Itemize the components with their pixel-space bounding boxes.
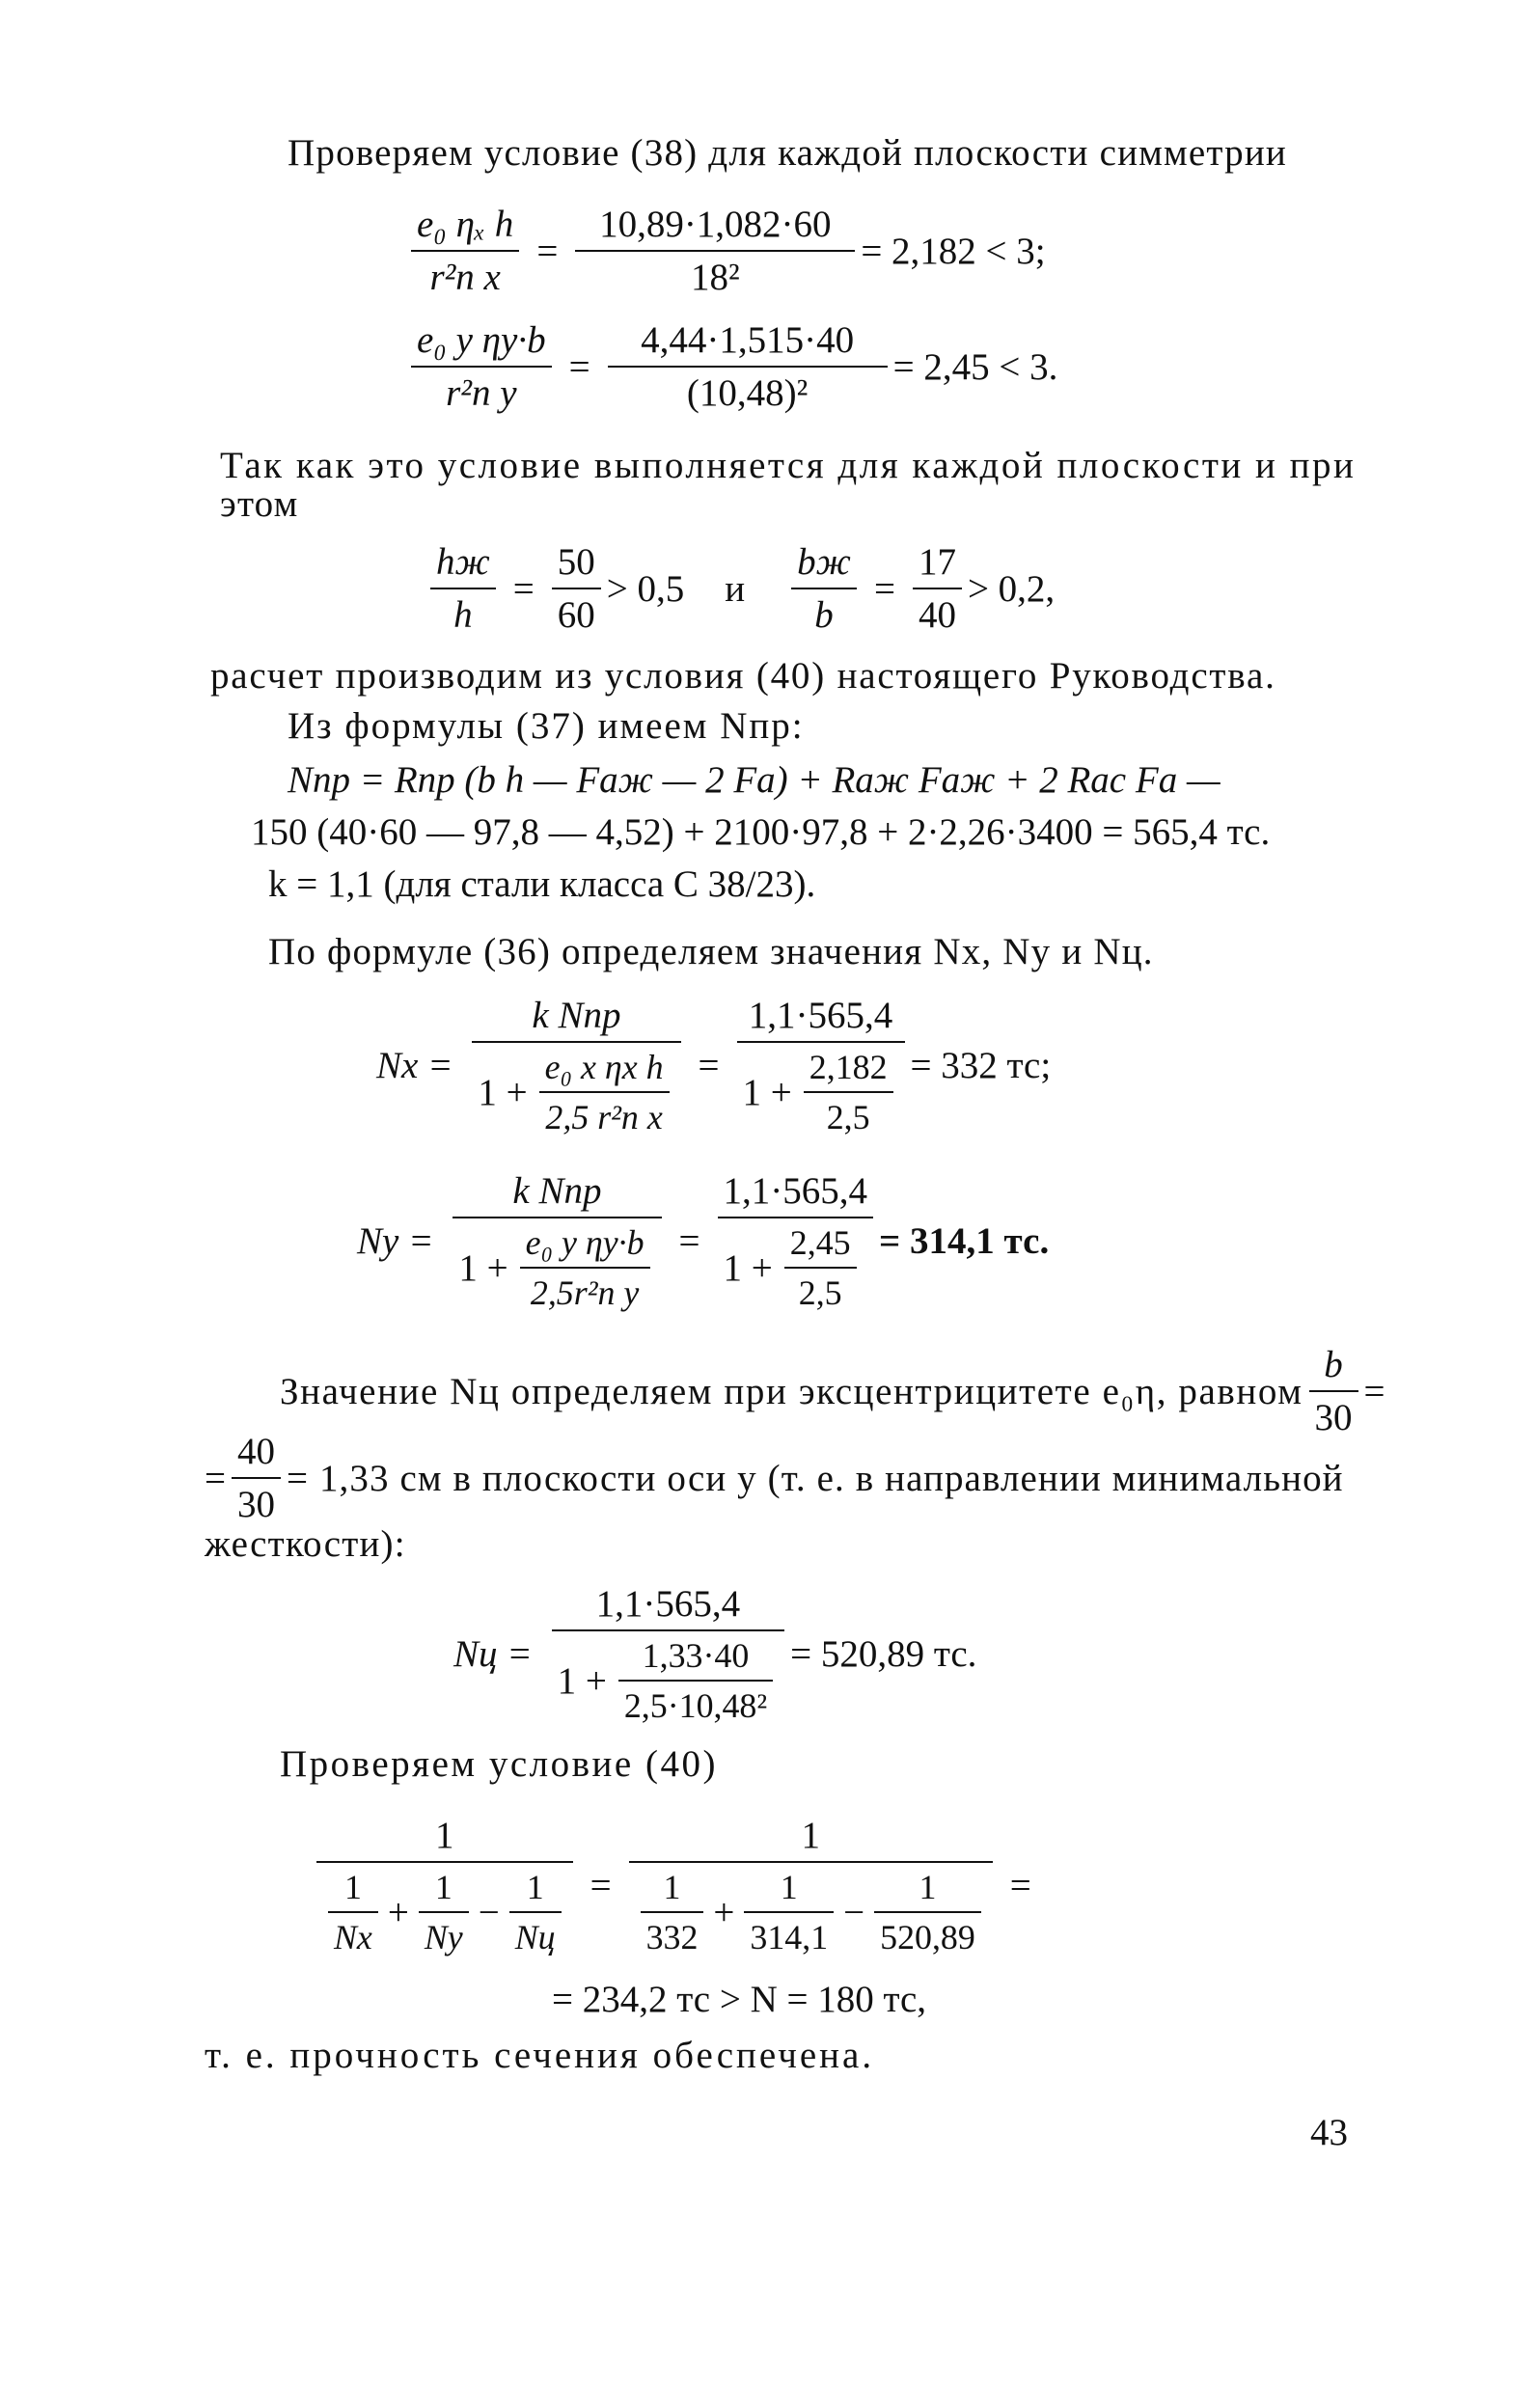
equation-ny: Ny = k Nпр 1 + $\frac{\text{e₀ y ηy·b}}{\text{2,5r²п y}}$ = 1,1·565,4 1 + $\frac{2,45}{2,5}$ = 314,1 тс.: [357, 1170, 1050, 1312]
fraction-symbolic: [411, 203, 519, 299]
equation-ratios: $\frac{hж}{h}$ = $\frac{50}{60}$ > 0,5 и $\frac{bж}{b}$ = $\frac{17}{40}$ > 0,2,: [425, 540, 1055, 637]
fraction-h-values: [552, 540, 601, 637]
fraction-denominator: b: [791, 588, 857, 637]
fraction-denominator: r²п y: [411, 366, 552, 415]
paragraph-formula-36: По формуле (36) определяем значения Nx, Ny и Nц.: [268, 931, 1154, 972]
fraction-final-numeric: 1 $\frac{1}{332}$ + $\frac{1}{314,1}$ − $\frac{1}{520,89}$: [629, 1814, 993, 1957]
fraction-numeric: [608, 318, 888, 415]
equation-npr-line2: 150 (40·60 — 97,8 — 4,52) + 2100·97,8 + 2·2,26·3400 = 565,4 тс.: [251, 811, 1271, 853]
nc-lhs: Nц =: [453, 1633, 533, 1675]
intro-check-38: Проверяем условие (38) для каждой плоскости симметрии: [288, 132, 1287, 174]
equation-nc: [453, 1582, 976, 1726]
fraction-denominator: r²п x: [411, 250, 519, 299]
fraction-denominator: 1 + $\frac{1,33\cdot 40}{\text{2,5·10,48²}}$: [552, 1629, 785, 1726]
fraction-nc: [552, 1582, 785, 1726]
paragraph-calculation: расчет производим из условия (40) настоящего Руководства.: [210, 655, 1276, 697]
fraction-denominator: (10,48)²: [608, 366, 888, 415]
fraction-denominator: 1 + $\frac{\text{e₀ x ηx h}}{\text{2,5 r²п x}}$: [472, 1041, 680, 1137]
fraction-ny-numeric: [718, 1169, 874, 1313]
fraction-numerator: 1,1·565,4: [723, 1170, 868, 1212]
ratio-result-a: > 0,5: [606, 567, 685, 610]
equation-nx: Nx = k Nпр 1 + $\frac{\text{e₀ x ηx h}}{\text{2,5 r²п x}}$ = 1,1·565,4 1 + $\frac{2,182}{2,5}$ = 332 тс;: [376, 995, 1052, 1136]
fraction-symbolic: [411, 318, 552, 415]
paragraph-check-40: Проверяем условие (40): [280, 1743, 718, 1785]
ny-lhs: Ny =: [357, 1220, 434, 1262]
ratio-result-b: > 0,2,: [967, 567, 1056, 610]
ny-result: = 314,1 тс.: [879, 1220, 1050, 1262]
fraction-numerator: 4,44·1,515·40: [641, 319, 855, 361]
fraction-denominator: 1 + $\frac{2,182}{2,5}$: [737, 1041, 905, 1137]
fraction-h: [430, 540, 496, 637]
nc-result: = 520,89 тс.: [790, 1633, 977, 1675]
fraction-numerator: 1,1·565,4: [595, 1583, 741, 1625]
equation-result: = 2,182 < 3;: [861, 230, 1046, 272]
fraction-numerator: e₀ y ηy·b: [417, 319, 546, 361]
fraction-numerator: hж: [436, 541, 490, 583]
fraction-numerator: 10,89·1,082·60: [599, 204, 832, 245]
fraction-denominator: 40: [913, 588, 962, 637]
nx-result: = 332 тс;: [910, 1045, 1052, 1086]
equation-check-x: $\frac{\text{e₀ ηₓ h}}{\text{r²п x}}$ = $\frac{10,89\cdot 1,082\cdot 60}{\text{18²}}$ = 2,182 < 3;: [405, 203, 1046, 299]
fraction-b: [791, 540, 857, 637]
fraction-numeric: [575, 203, 855, 299]
fraction-numerator: 17: [918, 541, 956, 583]
paragraph-nc-line3: жесткости):: [205, 1523, 406, 1565]
fraction-numerator: e₀ ηₓ h: [417, 204, 514, 245]
fraction-numerator: k Nпр: [512, 1170, 602, 1212]
fraction-denominator: 60: [552, 588, 601, 637]
equation-final-check: 1 $\frac{1}{Nx}$ + $\frac{1}{Ny}$ − $\frac{1}{Nц}$ = 1 $\frac{1}{332}$ + $\frac{1}{314,1}$ − $\frac{1}{520,89}$ =: [311, 1814, 1043, 1957]
fraction-denominator: 1 + $\frac{\text{e₀ y ηy·b}}{\text{2,5r²п y}}$: [453, 1217, 661, 1313]
fraction-numerator: 50: [557, 541, 595, 583]
fraction-b-30: $\frac{b}{30}$: [1309, 1343, 1358, 1439]
paragraph-formula-37: Из формулы (37) имеем Nпр:: [288, 705, 805, 747]
fraction-ny-symbolic: [453, 1169, 661, 1313]
page-number: 43: [1310, 2112, 1348, 2153]
fraction-nx-symbolic: [472, 994, 680, 1137]
paragraph-condition-line1: Так как это условие выполняется для каждой плоскости и при: [220, 445, 1357, 486]
fraction-numerator: k Nпр: [532, 995, 621, 1036]
k-coefficient-line: k = 1,1 (для стали класса С 38/23).: [268, 863, 816, 905]
nx-lhs: Nx =: [376, 1045, 453, 1086]
fraction-denominator: 18²: [575, 250, 855, 299]
fraction-final-symbolic: 1 $\frac{1}{Nx}$ + $\frac{1}{Ny}$ − $\frac{1}{Nц}$: [316, 1814, 573, 1957]
paragraph-condition-line2: этом: [220, 483, 299, 525]
equation-check-y: $\frac{\text{e₀ y ηy·b}}{\text{r²п y}}$ = $\frac{4,44\cdot 1,515\cdot 40}{\text{(10,48)²}}$ = 2,45 < 3.: [405, 318, 1057, 415]
fraction-denominator: h: [430, 588, 496, 637]
equation-result: = 2,45 < 3.: [892, 345, 1058, 388]
conjunction-and: и: [725, 567, 746, 610]
fraction-40-30: $\frac{40}{30}$: [232, 1430, 281, 1526]
fraction-numerator: bж: [797, 541, 851, 583]
equation-npr-line1: Nпр = Rпр (b h — Fаж — 2 Fа) + Rаж Fаж + 2 Rас Fа —: [288, 759, 1221, 801]
paragraph-nc-line1: Значение Nц определяем при эксцентрицитете e₀η, равном $\frac{b}{30}$ =: [280, 1344, 1385, 1438]
final-result: = 234,2 тс > N = 180 тс,: [552, 1979, 927, 2020]
conclusion: т. е. прочность сечения обеспечена.: [205, 2035, 875, 2076]
fraction-denominator: 1 + $\frac{2,45}{2,5}$: [718, 1217, 874, 1313]
fraction-b-values: [913, 540, 962, 637]
paragraph-nc-line2: = $\frac{40}{30}$ = 1,33 см в плоскости оси y (т. е. в направлении минимальной: [205, 1431, 1344, 1525]
fraction-nx-numeric: [737, 994, 905, 1137]
fraction-numerator: 1,1·565,4: [748, 995, 893, 1036]
